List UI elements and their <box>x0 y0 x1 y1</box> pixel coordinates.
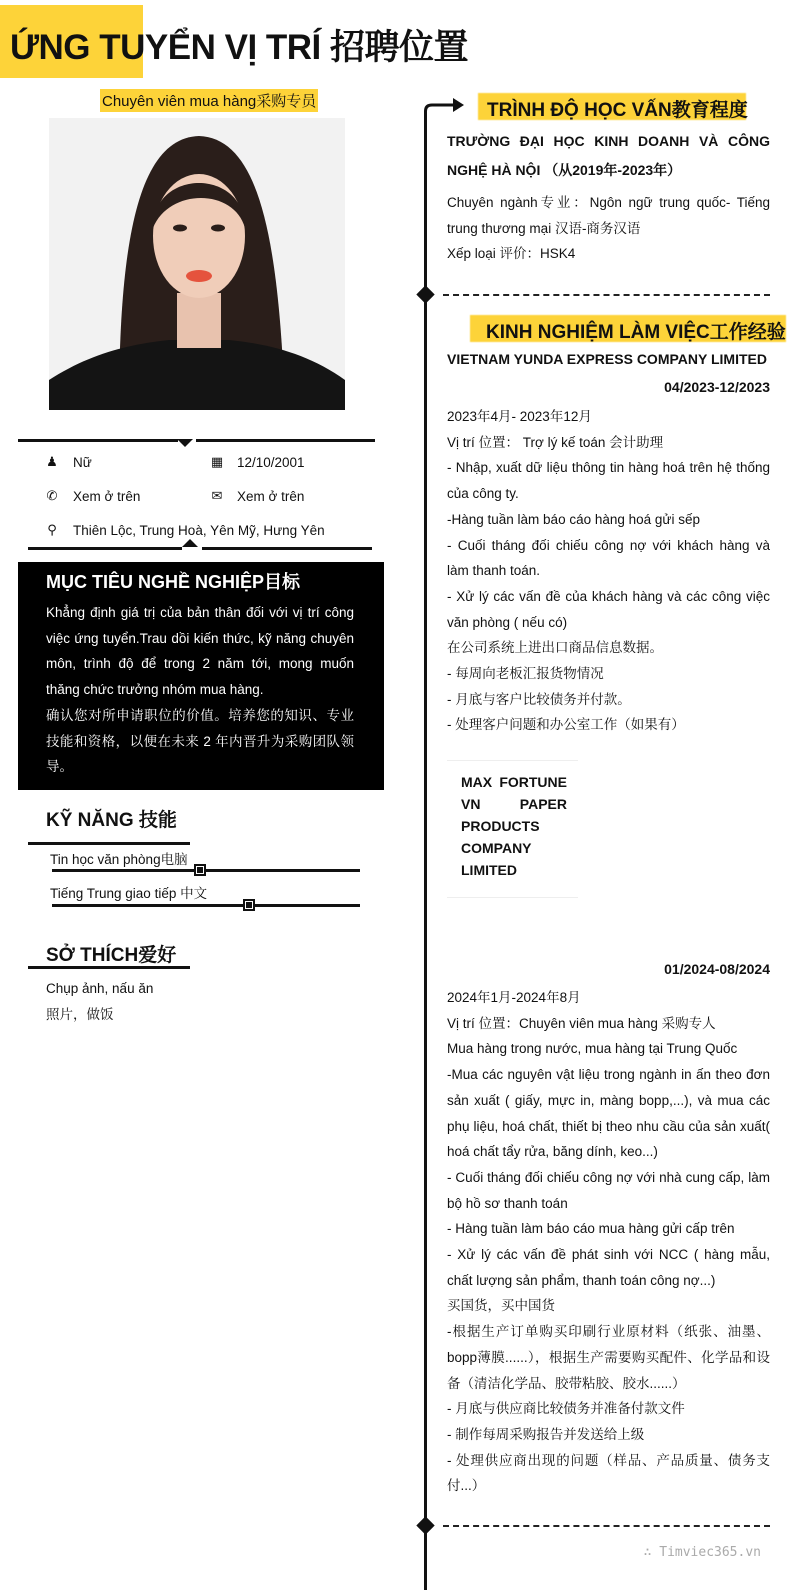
divider-arrow <box>182 539 198 547</box>
job-date: 04/2023-12/2023 <box>664 379 770 395</box>
school-name: TRƯỜNG ĐẠI HỌC KINH DOANH VÀ CÔNG NGHỆ HÀ NỘI （从2019年-2023年） <box>447 133 770 178</box>
job-line: - Hàng tuần làm báo cáo mua hàng gửi cấp trên <box>447 1221 735 1237</box>
divider <box>18 439 178 442</box>
timeline-line <box>424 115 427 1590</box>
divider <box>202 547 372 550</box>
job-line: Mua hàng trong nước, mua hàng tại Trung Quốc <box>447 1041 738 1057</box>
job-line: - 月底与供应商比较债务并准备付款文件 <box>447 1401 685 1417</box>
job-line: - 每周向老板汇报货物情况 <box>447 666 604 682</box>
phone-icon: ✆ <box>46 488 58 503</box>
timeline-arrow-icon <box>420 95 470 125</box>
timeline-node-icon <box>416 285 434 303</box>
career-goal-vi: Khẳng định giá trị của bản thân đối với vị trí công việc ứng tuyển.Trau dồi kiến thức, kỹ năng chuyên môn, trình độ để trong 2 năm tới, mong muốn thăng chức trưởng nhóm mua hàng. <box>46 605 354 698</box>
hobbies-underline <box>28 966 190 969</box>
email: Xem ở trên <box>237 489 305 504</box>
address: Thiên Lộc, Trung Hoà, Yên Mỹ, Hưng Yên <box>73 523 325 538</box>
job-line: 2024年1月-2024年8月 <box>447 990 581 1005</box>
skills-underline <box>28 842 190 845</box>
hobby-line: 照片，做饭 <box>46 1007 114 1022</box>
education-grade: Xếp loại 评价：HSK4 <box>447 246 576 261</box>
page-title: ỨNG TUYỂN VỊ TRÍ 招聘位置 <box>10 28 469 67</box>
skill-level-knob <box>243 899 255 911</box>
calendar-icon: ▦ <box>210 454 224 469</box>
mail-icon: ✉ <box>211 488 223 503</box>
job-line: - Xử lý các vấn đề của khách hàng và các công việc văn phòng ( nếu có) <box>447 588 770 630</box>
birthday: 12/10/2001 <box>237 455 305 470</box>
job-line: Vị trí 位置：Chuyên viên mua hàng 采购专人 <box>447 1015 716 1031</box>
job-line: Vị trí 位置： Trợ lý kế toán 会计助理 <box>447 434 664 450</box>
divider <box>28 547 182 550</box>
skill-label: Tin học văn phòng电脑 <box>50 852 188 867</box>
job-line: -Mua các nguyên vật liệu trong ngành in ấn theo đơn sản xuất ( giấy, mực in, màng bopp,...), và mua các phụ liệu, hoá chất, thiết bị theo nhu cầu của sản xuất( hoá chất tẩy rửa, băng dính, keo...) <box>447 1067 770 1160</box>
career-goal-title: MỤC TIÊU NGHỀ NGHIỆP目标 <box>46 572 301 592</box>
skill-bar <box>52 904 360 907</box>
job-description <box>447 985 770 1499</box>
education-title: TRÌNH ĐỘ HỌC VẤN教育程度 <box>487 100 748 121</box>
job-line: - Cuối tháng đối chiếu công nợ với nhà cung cấp, làm bộ hồ sơ thanh toán <box>447 1169 770 1211</box>
career-goal-cn: 确认您对所申请职位的价值。培养您的知识、专业技能和资格，以便在未来 2 年内晋升为采购团队领导。 <box>46 707 354 775</box>
company-name: MAX FORTUNE VN PAPER PRODUCTS COMPANY LIMITED <box>461 774 567 878</box>
job-line: 买国货，买中国货 <box>447 1298 555 1314</box>
job-line: -Hàng tuần làm báo cáo hàng hoá gửi sếp <box>447 511 700 527</box>
job-description <box>447 404 770 738</box>
education-major: Chuyên ngành专业：Ngôn ngữ trung quốc- Tiếng trung thương mại 汉语-商务汉语 <box>447 195 770 236</box>
experience-title: KINH NGHIỆM LÀM VIỆC工作经验 <box>486 322 786 343</box>
job-subtitle: Chuyên viên mua hàng采购专员 <box>100 89 318 112</box>
job-line: - 制作每周采购报告并发送给上级 <box>447 1426 645 1442</box>
job-line: - Nhập, xuất dữ liệu thông tin hàng hoá trên hệ thống của công ty. <box>447 460 770 502</box>
location-icon: ⚲ <box>47 522 57 537</box>
career-goal-section <box>18 562 384 790</box>
skill-label: Tiếng Trung giao tiếp 中文 <box>50 886 208 901</box>
divider <box>196 439 375 442</box>
timeline-node-icon <box>416 1516 434 1534</box>
job-line: -根据生产订单购买印刷行业原材料（纸张、油墨、bopp薄膜......），根据生产需要购买配件、化学品和设备（清洁化学品、胶带粘胶、胶水......） <box>447 1324 770 1391</box>
dashed-divider <box>443 294 770 296</box>
user-icon: ♟ <box>46 454 58 469</box>
phone: Xem ở trên <box>73 489 141 504</box>
job-line: - Xử lý các vấn đề phát sinh với NCC ( hàng mẫu, chất lượng sản phẩm, thanh toán công nợ...) <box>447 1247 770 1288</box>
skills-title: KỸ NĂNG 技能 <box>46 810 177 831</box>
dashed-divider <box>443 1525 770 1527</box>
profile-photo <box>49 118 345 410</box>
hobbies-title: SỞ THÍCH爱好 <box>46 945 177 966</box>
company-name: VIETNAM YUNDA EXPRESS COMPANY LIMITED <box>447 351 767 367</box>
job-line: 在公司系统上进出口商品信息数据。 <box>447 640 663 656</box>
job-line: 2023年4月- 2023年12月 <box>447 409 592 424</box>
career-goal-text <box>46 600 354 780</box>
job-line: - 处理客户问题和办公室工作（如果有） <box>447 717 685 733</box>
skill-level-knob <box>194 864 206 876</box>
skill-bar <box>52 869 360 872</box>
watermark: ∴ Timviec365.vn <box>643 1545 761 1560</box>
gender: Nữ <box>73 455 92 470</box>
hobby-line: Chụp ảnh, nấu ăn <box>46 981 154 996</box>
company-name-box <box>447 760 578 898</box>
job-line: - Cuối tháng đối chiếu công nợ với khách hàng và làm thanh toán. <box>447 537 770 579</box>
divider-arrow <box>177 439 193 447</box>
job-line: - 月底与客户比较债务并付款。 <box>447 691 631 707</box>
job-line: - 处理供应商出现的问题（样品、产品质量、债务支付...） <box>447 1452 770 1494</box>
job-date: 01/2024-08/2024 <box>664 961 770 977</box>
